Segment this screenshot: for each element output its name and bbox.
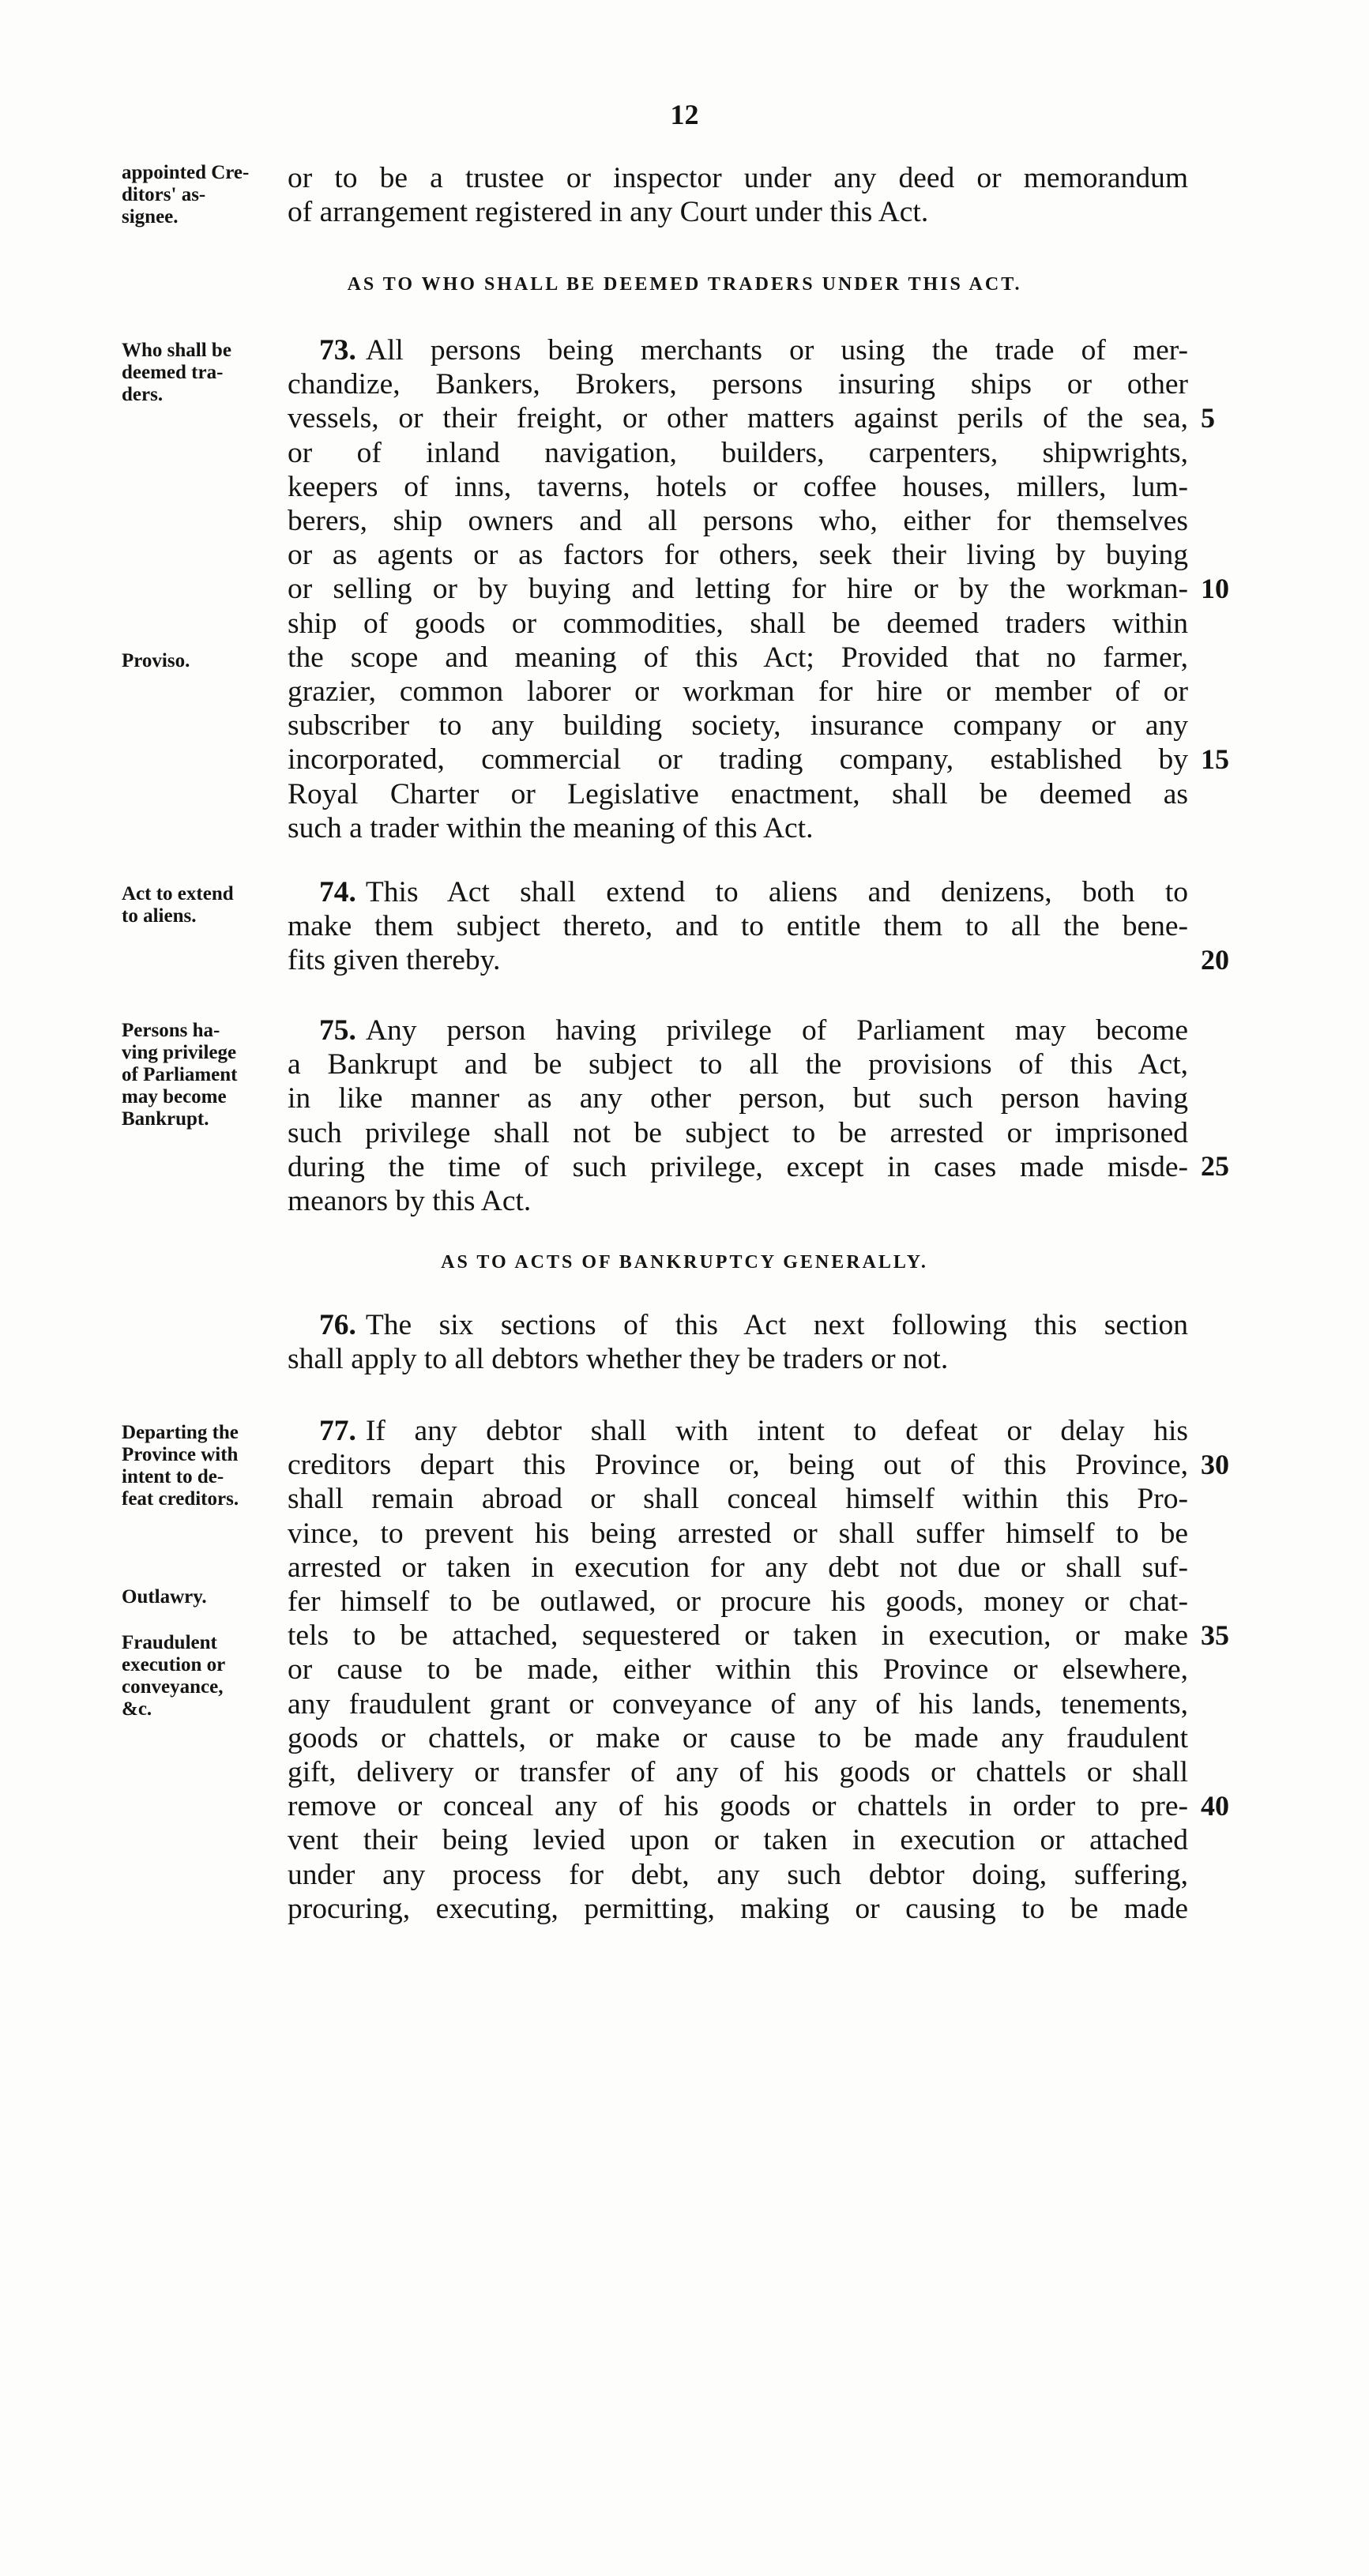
- text-line: arrested or taken in execution for any debt not due or shall suf-: [288, 1551, 1188, 1584]
- margin-note-who-deemed-traders: [122, 340, 284, 406]
- text-line: or of inland navigation, builders, carpenters, shipwrights,: [288, 436, 1188, 469]
- line-number: 15: [1201, 743, 1229, 775]
- text-line: in like manner as any other person, but such person having: [288, 1082, 1188, 1115]
- text-line: chandize, Bankers, Brokers, persons insuring ships or other: [288, 368, 1188, 401]
- margin-note-appointed-creditors: [122, 162, 284, 228]
- text-line: subscriber to any building society, insurance company or any: [288, 709, 1188, 743]
- text-line: [288, 333, 1188, 367]
- text-line: creditors depart this Province or, being out of this Province,: [288, 1449, 1188, 1482]
- text-line: incorporated, commercial or trading company, established by: [288, 743, 1188, 777]
- margin-note-text: Fraudulent execution or conveyance, &c.: [122, 1632, 226, 1720]
- section-number: 74.: [319, 876, 356, 908]
- text-line: fits given thereby.: [288, 944, 501, 977]
- text-line: such a trader within the meaning of this Act.: [288, 811, 814, 844]
- line-number: 20: [1201, 944, 1229, 976]
- margin-note-text: Departing the Province with intent to de- feat creditors.: [122, 1422, 239, 1510]
- section-77: [288, 1414, 1188, 1926]
- margin-note-outlawry: Outlawry.: [122, 1586, 207, 1608]
- line-number: 30: [1201, 1449, 1229, 1480]
- text-line: [288, 1414, 1188, 1448]
- section-76: [288, 1308, 1188, 1376]
- text-line: or to be a trustee or inspector under any deed or memorandum: [288, 162, 1188, 194]
- section-heading-traders: AS TO WHO SHALL BE DEEMED TRADERS UNDER THIS ACT.: [347, 274, 1022, 295]
- text-line: tels to be attached, sequestered or taken in execution, or make: [288, 1619, 1188, 1653]
- text-line: under any process for debt, any such debtor doing, suffering,: [288, 1858, 1188, 1891]
- text-line: vince, to prevent his being arrested or shall suffer himself to be: [288, 1517, 1188, 1550]
- text-run: Any person having privilege of Parliament may become: [365, 1014, 1188, 1047]
- text-line: the scope and meaning of this Act; Provided that no farmer,: [288, 641, 1188, 674]
- text-line: make them subject thereto, and to entitle them to all the bene-: [288, 910, 1188, 943]
- text-line: or cause to be made, either within this Province or elsewhere,: [288, 1653, 1188, 1687]
- text-line: [288, 1013, 1188, 1047]
- text-run: If any debtor shall with intent to defeat or delay his: [365, 1415, 1188, 1447]
- text-line: grazier, common laborer or workman for hire or member of or: [288, 675, 1188, 709]
- text-run: The six sections of this Act next following this section: [365, 1309, 1188, 1341]
- text-line: [288, 875, 1188, 909]
- text-line: a Bankrupt and be subject to all the provisions of this Act,: [288, 1048, 1188, 1081]
- section-number: 73.: [319, 334, 356, 367]
- section-number: 75.: [319, 1014, 356, 1047]
- section-73: [288, 333, 1188, 845]
- line-number: 10: [1201, 573, 1229, 604]
- text-line: or as agents or as factors for others, seek their living by buying: [288, 539, 1188, 572]
- text-line: of arrangement registered in any Court under this Act.: [288, 196, 929, 229]
- margin-note-proviso: Proviso.: [122, 650, 190, 671]
- text-line: shall remain abroad or shall conceal himself within this Pro-: [288, 1483, 1188, 1516]
- text-line: keepers of inns, taverns, hotels or coffee houses, millers, lum-: [288, 470, 1188, 503]
- text-run: All persons being merchants or using the trade of mer-: [365, 334, 1188, 367]
- text-line: or selling or by buying and letting for hire or by the workman-: [288, 573, 1188, 606]
- line-number: 25: [1201, 1150, 1229, 1182]
- text-line: any fraudulent grant or conveyance of any of his lands, tenements,: [288, 1687, 1188, 1720]
- margin-note-persons-privilege-parliament: [122, 1020, 284, 1130]
- text-line: procuring, executing, permitting, making or causing to be made: [288, 1892, 1188, 1925]
- section-75: [288, 1013, 1188, 1218]
- page-number: 12: [670, 99, 699, 130]
- margin-note-text: Who shall be deemed tra- ders.: [122, 340, 231, 405]
- text-line: berers, ship owners and all persons who, either for themselves: [288, 505, 1188, 538]
- margin-note-text: Act to extend to aliens.: [122, 883, 234, 927]
- text-line: Royal Charter or Legislative enactment, shall be deemed as: [288, 777, 1188, 810]
- text-line: gift, delivery or transfer of any of his goods or chattels or shall: [288, 1756, 1188, 1789]
- text-line: vessels, or their freight, or other matters against perils of the sea,: [288, 402, 1188, 435]
- margin-note-fraudulent-execution: [122, 1632, 284, 1720]
- paragraph-continuation: [288, 161, 1188, 229]
- text-line: such privilege shall not be subject to be arrested or imprisoned: [288, 1116, 1188, 1149]
- section-number: 77.: [319, 1415, 356, 1447]
- text-line: shall apply to all debtors whether they be traders or not.: [288, 1343, 949, 1376]
- text-line: [288, 1308, 1188, 1342]
- text-run: This Act shall extend to aliens and denizens, both to: [365, 876, 1188, 908]
- margin-note-text: Persons ha- ving privilege of Parliament may become Bankrupt.: [122, 1020, 238, 1130]
- text-line: vent their being levied upon or taken in execution or attached: [288, 1824, 1188, 1857]
- line-number: 35: [1201, 1619, 1229, 1651]
- text-line: during the time of such privilege, except in cases made misde-: [288, 1150, 1188, 1183]
- section-number: 76.: [319, 1309, 356, 1341]
- margin-note-act-extend-aliens: [122, 883, 284, 927]
- text-line: meanors by this Act.: [288, 1185, 532, 1218]
- text-line: fer himself to be outlawed, or procure his goods, money or chat-: [288, 1585, 1188, 1619]
- text-line: goods or chattels, or make or cause to be made any fraudulent: [288, 1721, 1188, 1754]
- margin-note-departing-province: [122, 1422, 284, 1510]
- text-line: remove or conceal any of his goods or chattels in order to pre-: [288, 1790, 1188, 1823]
- section-heading-acts-of-bankruptcy: AS TO ACTS OF BANKRUPTCY GENERALLY.: [441, 1252, 928, 1273]
- text-line: ship of goods or commodities, shall be deemed traders within: [288, 607, 1188, 640]
- line-number: 40: [1201, 1790, 1229, 1822]
- line-number: 5: [1201, 402, 1215, 434]
- section-74: [288, 875, 1188, 978]
- margin-note-text: appointed Cre- ditors' as- signee.: [122, 162, 250, 228]
